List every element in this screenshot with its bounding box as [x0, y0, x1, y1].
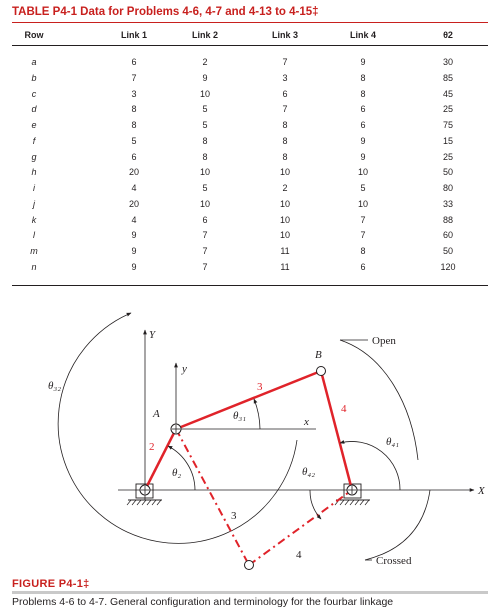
cell-link3: 2: [282, 183, 288, 193]
header-row: Row: [24, 30, 44, 40]
cell-theta2: 33: [442, 198, 454, 209]
cell-link4: 9: [360, 57, 366, 67]
header-rule: [12, 45, 488, 46]
table-row: [12, 150, 488, 166]
cell-row: i: [33, 183, 35, 193]
cell-link4: 8: [360, 246, 366, 256]
cell-link4: 9: [360, 151, 366, 162]
cell-link3: 11: [280, 261, 290, 272]
cell-link1: 4: [131, 214, 137, 225]
link-3-open: [176, 371, 321, 429]
table-row: [12, 134, 488, 150]
cell-link3: 10: [279, 167, 291, 178]
cell-link4: 6: [360, 120, 366, 130]
cell-link4: 8: [360, 88, 366, 99]
cell-link3: 6: [282, 88, 288, 99]
cell-link4: 5: [360, 183, 366, 193]
cell-link4: 10: [357, 167, 369, 178]
cell-theta2: 15: [442, 135, 454, 146]
theta42-arc: [310, 490, 321, 519]
cell-row: j: [33, 198, 35, 209]
fourbar-linkage-diagram: [0, 300, 500, 578]
label-link-4: 4: [341, 403, 347, 415]
cell-theta2: 50: [442, 246, 454, 256]
cell-link2: 8: [202, 151, 208, 162]
figure-title: FIGURE P4-1‡: [12, 578, 90, 590]
label-theta2: θ₂: [172, 467, 182, 479]
cell-link1: 20: [128, 198, 140, 209]
cell-theta2: 45: [442, 88, 454, 99]
cell-row: n: [31, 261, 37, 272]
cell-link4: 9: [360, 135, 366, 146]
cell-link3: 10: [279, 198, 291, 209]
cell-link2: 7: [202, 261, 208, 272]
cell-theta2: 60: [442, 230, 454, 241]
cell-link4: 8: [360, 72, 366, 83]
label-A: A: [153, 408, 160, 420]
cell-row: l: [33, 230, 35, 241]
table-row: [12, 213, 488, 229]
cell-link1: 8: [131, 120, 137, 130]
cell-link2: 7: [202, 246, 208, 256]
label-x: x: [304, 416, 309, 428]
cell-link4: 6: [360, 104, 366, 115]
theta31-arc: [254, 399, 260, 429]
cell-theta2: 120: [440, 261, 456, 272]
cell-link1: 6: [131, 57, 137, 67]
header-link-3: Link 3: [271, 30, 299, 40]
link-2: [145, 429, 176, 490]
cell-link3: 11: [280, 246, 290, 256]
cell-row: m: [30, 246, 38, 256]
cell-link2: 2: [202, 57, 208, 67]
label-link-3-crossed: 3: [231, 510, 237, 522]
table-row: [12, 55, 488, 71]
cell-link1: 3: [131, 88, 137, 99]
cell-link1: 9: [131, 246, 137, 256]
table-header-row: [12, 30, 488, 44]
cell-link1: 8: [131, 104, 137, 115]
label-link-4-crossed: 4: [296, 549, 302, 561]
cell-link2: 7: [202, 230, 208, 241]
table-row: [12, 197, 488, 213]
cell-link3: 10: [279, 214, 291, 225]
cell-theta2: 25: [442, 151, 454, 162]
cell-row: d: [31, 104, 37, 115]
table-row: [12, 71, 488, 87]
label-link-2: 2: [149, 441, 155, 453]
table-row: [12, 260, 488, 276]
cell-link1: 9: [131, 261, 137, 272]
figure-title-rule: [12, 591, 488, 594]
cell-link3: 3: [282, 72, 288, 83]
link-4-open: [321, 371, 352, 490]
cell-row: c: [31, 88, 37, 99]
cell-link2: 5: [202, 120, 208, 130]
cell-link1: 5: [131, 135, 137, 146]
cell-link1: 4: [131, 183, 137, 193]
label-theta31: θ₃₁: [233, 410, 247, 422]
cell-row: f: [32, 135, 36, 146]
link-3-crossed: [176, 429, 249, 565]
cell-link2: 5: [202, 104, 208, 115]
cell-theta2: 85: [442, 72, 454, 83]
header-link-2: Link 2: [191, 30, 219, 40]
cell-theta2: 75: [442, 120, 454, 130]
cell-link3: 8: [282, 120, 288, 130]
cell-link1: 7: [131, 72, 137, 83]
cell-row: k: [31, 214, 37, 225]
cell-link3: 10: [279, 230, 291, 241]
pin-b-crossed: [245, 561, 254, 570]
cell-row: e: [31, 120, 37, 130]
cell-link2: 5: [202, 183, 208, 193]
cell-theta2: 88: [442, 214, 454, 225]
header-link-4: Link 4: [349, 30, 377, 40]
label-link-3: 3: [257, 381, 263, 393]
label-Y: Y: [149, 329, 156, 341]
table-row: [12, 244, 488, 260]
label-crossed: Crossed: [376, 555, 412, 567]
label-theta41: θ₄₁: [386, 436, 400, 448]
header-theta2: θ2: [443, 30, 453, 40]
figure-caption: Problems 4-6 to 4-7. General configuration and terminology for the fourbar linkage: [12, 596, 394, 608]
cell-link2: 10: [199, 198, 211, 209]
table-row: [12, 181, 488, 197]
table-row: [12, 228, 488, 244]
table-title: TABLE P4-1 Data for Problems 4-6, 4-7 and 4-13 to 4-15‡: [12, 2, 488, 23]
cell-link3: 8: [282, 135, 288, 146]
cell-link4: 7: [360, 230, 366, 241]
cell-row: h: [31, 167, 37, 178]
crossed-leader: [365, 490, 430, 560]
label-theta42: θ₄₂: [302, 466, 316, 478]
header-link-1: Link 1: [120, 30, 148, 40]
table-body: [12, 55, 488, 276]
table-row: [12, 118, 488, 134]
cell-theta2: 30: [442, 57, 454, 67]
label-X: X: [478, 485, 485, 497]
cell-theta2: 80: [442, 183, 454, 193]
table-row: [12, 102, 488, 118]
cell-link4: 7: [360, 214, 366, 225]
table-bottom-rule: [12, 285, 488, 286]
cell-link3: 8: [282, 151, 288, 162]
cell-theta2: 25: [442, 104, 454, 115]
cell-link2: 10: [199, 88, 211, 99]
cell-link2: 9: [202, 72, 208, 83]
cell-link3: 7: [282, 57, 288, 67]
label-open: Open: [372, 335, 396, 347]
cell-row: g: [31, 151, 37, 162]
pin-b: [317, 367, 326, 376]
table-row: [12, 87, 488, 103]
label-theta32: θ₃₂: [48, 380, 62, 392]
table-row: [12, 165, 488, 181]
cell-link4: 10: [357, 198, 369, 209]
cell-link3: 7: [282, 104, 288, 115]
cell-theta2: 50: [442, 167, 454, 178]
cell-link2: 8: [202, 135, 208, 146]
cell-link4: 6: [360, 261, 366, 272]
label-y: y: [182, 363, 187, 375]
cell-link1: 20: [128, 167, 140, 178]
open-leader: [340, 340, 418, 460]
cell-link1: 6: [131, 151, 137, 162]
cell-link2: 6: [202, 214, 208, 225]
cell-link2: 10: [199, 167, 211, 178]
cell-row: b: [31, 72, 37, 83]
cell-link1: 9: [131, 230, 137, 241]
label-B: B: [315, 349, 322, 361]
cell-row: a: [31, 57, 37, 67]
